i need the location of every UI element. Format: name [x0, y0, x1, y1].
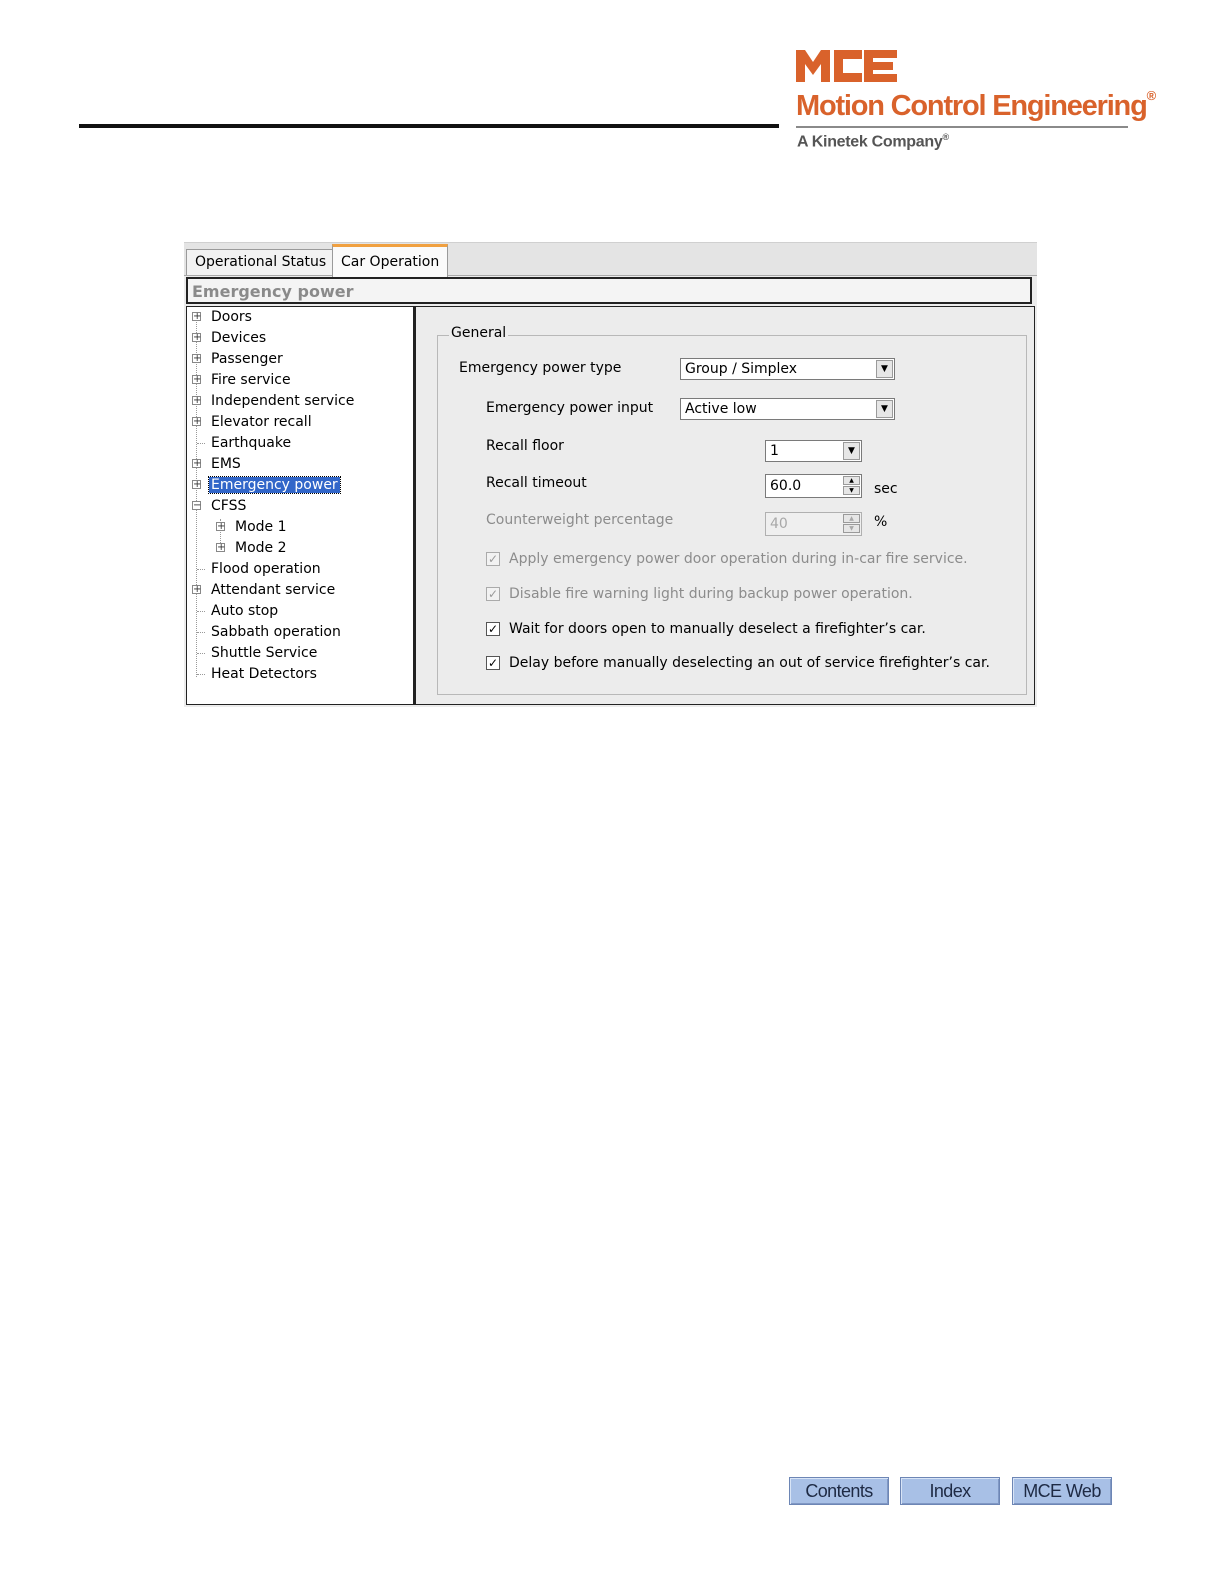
- recall-timeout-unit: sec: [874, 481, 898, 497]
- company-logo: [796, 50, 1156, 160]
- spinner-arrows-icon[interactable]: ▲ ▼: [843, 476, 860, 496]
- tree-item-shuttle-service[interactable]: Shuttle Service: [191, 643, 319, 664]
- recall-timeout-label: Recall timeout: [486, 475, 587, 491]
- dropdown-arrow-icon[interactable]: ▼: [876, 360, 893, 378]
- app-screenshot: [184, 242, 1037, 707]
- tree-item-devices[interactable]: + Devices: [193, 330, 267, 346]
- wait-doors-open-checkbox[interactable]: ✓: [487, 622, 499, 636]
- tree-item-sabbath-operation[interactable]: Sabbath operation: [191, 622, 343, 643]
- company-name: Motion Control Engineering®: [796, 88, 1155, 122]
- tab-car-operation[interactable]: Car Operation: [332, 244, 448, 278]
- disable-warning-light-checkbox[interactable]: ✓: [487, 587, 499, 601]
- expand-icon[interactable]: +: [193, 311, 202, 322]
- tree-item-attendant-service[interactable]: + Attendant service: [193, 582, 336, 598]
- expand-icon[interactable]: +: [193, 416, 202, 427]
- power-type-select[interactable]: Group / Simplex ▼: [680, 358, 895, 380]
- tree-item-passenger[interactable]: + Passenger: [193, 351, 283, 367]
- mce-logo-mark: [796, 50, 898, 82]
- spinner-arrows-icon[interactable]: ▲ ▼: [843, 514, 860, 534]
- general-group: [437, 325, 1027, 695]
- panel-title-bar: [186, 277, 1032, 304]
- counterweight-unit: %: [874, 514, 888, 530]
- tree-leaf-connector: [197, 611, 205, 612]
- tree-item-cfss[interactable]: − CFSS: [193, 498, 247, 514]
- group-legend: General: [451, 325, 507, 341]
- contents-button[interactable]: Contents: [789, 1477, 889, 1505]
- tree-leaf-connector: [197, 443, 205, 444]
- tree-item-mode-1[interactable]: + Mode 1: [217, 519, 287, 535]
- power-type-label: Emergency power type: [459, 360, 622, 376]
- panel-title: Emergency power: [192, 282, 354, 301]
- tree-item-fire-service[interactable]: + Fire service: [193, 372, 291, 388]
- index-button[interactable]: Index: [900, 1477, 1000, 1505]
- mce-web-button[interactable]: MCE Web: [1012, 1477, 1112, 1505]
- tree-item-elevator-recall[interactable]: + Elevator recall: [193, 414, 312, 430]
- delay-deselect-label: Delay before manually deselecting an out of service firefighter’s car.: [509, 655, 990, 671]
- expand-icon[interactable]: +: [217, 542, 226, 553]
- tree-item-flood-operation[interactable]: Flood operation: [191, 559, 323, 580]
- expand-icon[interactable]: +: [193, 395, 202, 406]
- tree-item-earthquake[interactable]: Earthquake: [191, 433, 293, 454]
- tree-item-ems[interactable]: + EMS: [193, 456, 241, 472]
- tree-item-emergency-power[interactable]: + Emergency power: [193, 477, 338, 493]
- tree-leaf-connector: [197, 674, 205, 675]
- disable-warning-light-label: Disable fire warning light during backup power operation.: [509, 586, 913, 602]
- apply-door-operation-label: Apply emergency power door operation during in-car fire service.: [509, 551, 968, 567]
- wait-doors-open-label: Wait for doors open to manually deselect a firefighter’s car.: [509, 621, 926, 637]
- expand-icon[interactable]: +: [193, 458, 202, 469]
- expand-icon[interactable]: +: [193, 584, 202, 595]
- logo-underline: [796, 126, 1128, 128]
- tab-bar: [184, 242, 1037, 276]
- dropdown-arrow-icon[interactable]: ▼: [876, 400, 893, 418]
- power-input-select[interactable]: Active low ▼: [680, 398, 895, 420]
- recall-timeout-spinner[interactable]: 60.0 ▲ ▼: [765, 474, 862, 498]
- tree-leaf-connector: [197, 632, 205, 633]
- settings-tree: [186, 306, 414, 705]
- delay-deselect-checkbox[interactable]: ✓: [487, 656, 499, 670]
- tree-item-doors[interactable]: + Doors: [193, 309, 252, 325]
- apply-door-operation-checkbox[interactable]: ✓: [487, 552, 499, 566]
- header-rule: [79, 124, 779, 128]
- expand-icon[interactable]: +: [193, 353, 202, 364]
- dropdown-arrow-icon[interactable]: ▼: [843, 442, 860, 460]
- recall-floor-select[interactable]: 1 ▼: [765, 440, 862, 462]
- counterweight-label: Counterweight percentage: [486, 512, 674, 528]
- expand-icon[interactable]: +: [193, 332, 202, 343]
- expand-icon[interactable]: +: [217, 521, 226, 532]
- settings-panel: [414, 306, 1035, 705]
- expand-icon[interactable]: +: [193, 479, 202, 490]
- tree-leaf-connector: [197, 653, 205, 654]
- tree-item-independent-service[interactable]: + Independent service: [193, 393, 355, 409]
- tree-item-mode-2[interactable]: + Mode 2: [217, 540, 287, 556]
- tree-item-heat-detectors[interactable]: Heat Detectors: [191, 664, 319, 685]
- tab-operational-status[interactable]: Operational Status: [186, 249, 335, 275]
- expand-icon[interactable]: +: [193, 374, 202, 385]
- tree-item-auto-stop[interactable]: Auto stop: [191, 601, 280, 622]
- company-tagline: A Kinetek Company®: [797, 132, 949, 151]
- collapse-icon[interactable]: −: [193, 500, 202, 511]
- recall-floor-label: Recall floor: [486, 438, 564, 454]
- counterweight-spinner[interactable]: 40 ▲ ▼: [765, 512, 862, 536]
- power-input-label: Emergency power input: [486, 400, 654, 416]
- tree-leaf-connector: [197, 569, 205, 570]
